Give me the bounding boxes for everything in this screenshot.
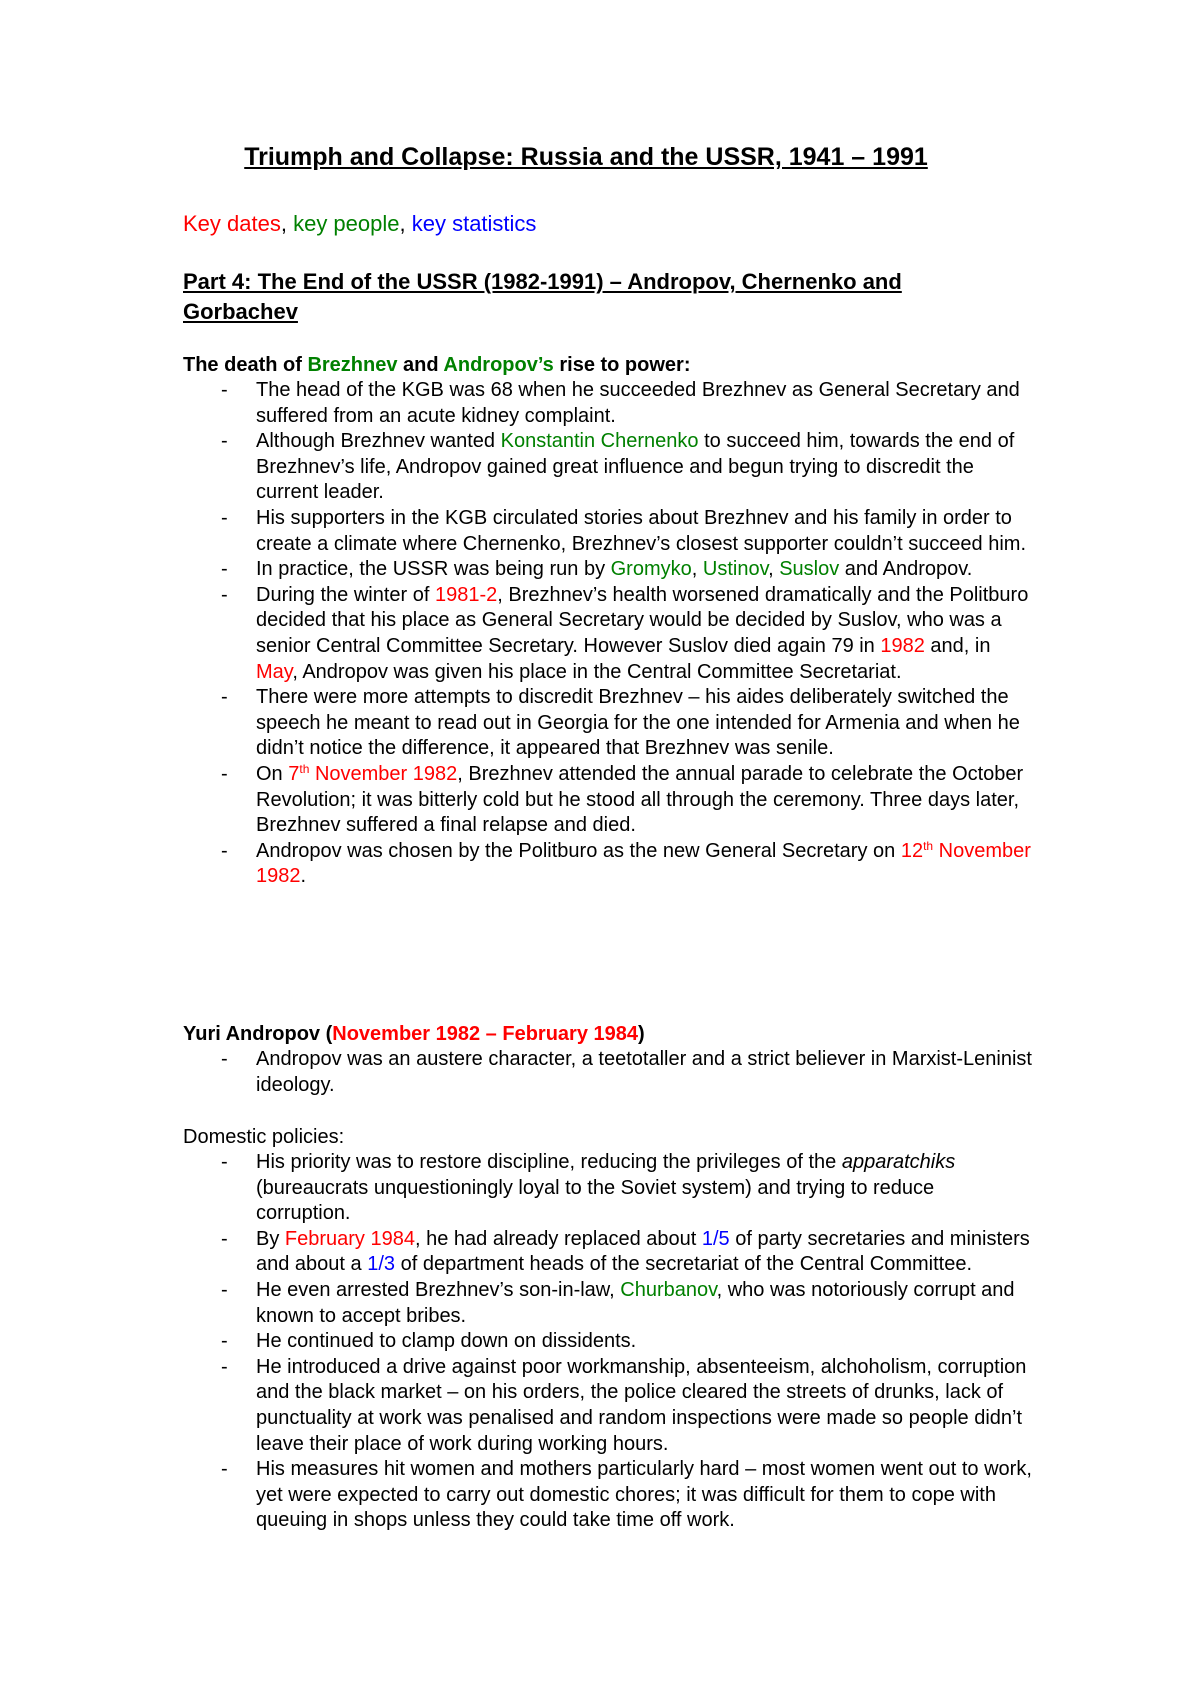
bullet-text: , Brezhnev’s health worsened dramatically and the Politburo decided that his place as General Secretary would be decided by Suslov, who was a senior Central Committee Secretary. However Suslov died again 79 in	[256, 583, 1029, 657]
list-item	[183, 762, 1033, 839]
key-statistic: 1/5	[701, 1227, 730, 1250]
bullet-text: (bureaucrats unquestioningly loyal to the Soviet system) and trying to reduce corruption.	[256, 1176, 935, 1225]
bullet-text: .	[300, 865, 307, 888]
bullet-text: to succeed him, towards the end of Brezhnev’s life, Andropov gained great influence and begun trying to discredit the current leader.	[256, 430, 1015, 504]
bullet-text: In practice, the USSR was being run by	[256, 558, 611, 581]
bullet-text: , he had already replaced about	[414, 1227, 702, 1250]
heading-person: Brezhnev	[307, 354, 398, 376]
key-person: Churbanov	[620, 1278, 717, 1301]
heading-person: Andropov’s	[443, 354, 554, 376]
section-heading-andropov	[183, 1021, 645, 1047]
key-person: Suslov	[779, 558, 840, 581]
bullet-text: Although Brezhnev wanted	[256, 430, 501, 453]
bullet-text: of department heads of the secretariat of the Central Committee.	[395, 1253, 972, 1276]
list-item	[183, 557, 1033, 583]
bullet-list-domestic-policies	[183, 1150, 1033, 1534]
key-person: Gromyko	[610, 558, 692, 581]
key-date: May	[256, 660, 293, 683]
key-dates-label: Key dates	[183, 211, 281, 236]
bullet-text: ,	[691, 558, 703, 581]
list-item	[183, 583, 1033, 685]
list-item	[183, 1150, 1033, 1227]
key-statistics-label: key statistics	[411, 211, 537, 236]
list-item	[183, 685, 1033, 762]
part-heading: Part 4: The End of the USSR (1982-1991) – Andropov, Chernenko and Gorbachev	[183, 269, 902, 324]
bullet-text: , Andropov was given his place in the Central Committee Secretariat.	[292, 660, 902, 683]
key-separator: ,	[280, 211, 294, 236]
heading-text: rise to power:	[553, 354, 691, 376]
heading-text: )	[638, 1023, 645, 1045]
key-date: February 1984	[284, 1227, 415, 1250]
bullet-text: His measures hit women and mothers particularly hard – most women went out to work, yet were expected to carry out domestic chores; it was difficult for them to cope with queuing in shops unless they could take time off work.	[256, 1458, 1032, 1532]
bullet-text: On	[256, 762, 289, 785]
list-item	[183, 378, 1033, 429]
list-item	[183, 1457, 1033, 1534]
bullet-text: There were more attempts to discredit Brezhnev – his aides deliberately switched the speech he meant to read out in Georgia for the one intended for Armenia and when he didn’t notice the difference, it appeared that Brezhnev was senile.	[256, 686, 1020, 760]
colour-key	[183, 211, 536, 237]
bullet-text: and Andropov.	[839, 558, 973, 581]
list-item	[183, 1047, 1033, 1098]
bullet-text: He introduced a drive against poor workmanship, absenteeism, alchoholism, corruption and the black market – on his orders, the police cleared the streets of drunks, lack of punctuality at work was penalised and random inspections were made so people didn’t leave their place of work during working hours.	[256, 1355, 1027, 1455]
list-item	[183, 506, 1033, 557]
bullet-text: , who was notoriously corrupt and known to accept bribes.	[256, 1278, 1015, 1327]
section-heading-brezhnev-death	[183, 352, 691, 378]
list-item	[183, 1278, 1033, 1329]
bullet-text: ,	[768, 558, 780, 581]
heading-text: Yuri Andropov (	[183, 1023, 333, 1045]
key-date: November 1982	[309, 762, 458, 785]
list-item	[183, 1355, 1033, 1457]
bullet-list-andropov	[183, 1047, 1033, 1098]
list-item	[183, 429, 1033, 506]
key-separator: ,	[399, 211, 412, 236]
bullet-text: and, in	[924, 634, 991, 657]
italic-term: apparatchiks	[841, 1151, 956, 1173]
key-date: 7	[288, 762, 300, 785]
bullet-text: He continued to clamp down on dissidents.	[256, 1330, 637, 1353]
list-item	[183, 1227, 1033, 1278]
heading-date-range: November 1982 – February 1984	[332, 1023, 638, 1045]
list-item	[183, 839, 1033, 890]
bullet-text: The head of the KGB was 68 when he succeeded Brezhnev as General Secretary and suffered from an acute kidney complaint.	[256, 379, 1020, 427]
bullet-text: of party secretaries and ministers and about a	[256, 1227, 1030, 1276]
bullet-text: His priority was to restore discipline, reducing the privileges of the	[256, 1151, 842, 1173]
date-ordinal: th	[299, 761, 310, 776]
heading-text: and	[397, 354, 444, 376]
bullet-text: His supporters in the KGB circulated stories about Brezhnev and his family in order to create a climate where Chernenko, Brezhnev’s closest supporter couldn’t succeed him.	[256, 506, 1027, 555]
bullet-text: Andropov was an austere character, a teetotaller and a strict believer in Marxist-Leninist ideology.	[256, 1048, 1032, 1096]
section-heading-domestic-policies: Domestic policies:	[183, 1126, 345, 1148]
key-date: November 1982	[256, 839, 1031, 888]
bullet-text: By	[256, 1227, 285, 1250]
key-date: 1982	[880, 634, 925, 657]
bullet-list-brezhnev-death	[183, 378, 1033, 890]
bullet-text: He even arrested Brezhnev’s son-in-law,	[256, 1278, 621, 1301]
bullet-text: , Brezhnev attended the annual parade to celebrate the October Revolution; it was bitterly cold but he stood all through the ceremony. Three days later, Brezhnev suffered a final relapse and died.	[256, 762, 1024, 837]
list-item	[183, 1329, 1033, 1355]
key-person: Konstantin Chernenko	[500, 430, 699, 453]
date-ordinal: th	[923, 838, 934, 853]
heading-text: The death of	[183, 354, 308, 376]
key-statistic: 1/3	[367, 1253, 396, 1276]
key-person: Ustinov	[702, 558, 769, 581]
key-date: 12	[900, 839, 924, 862]
document-title: Triumph and Collapse: Russia and the USSR, 1941 – 1991	[244, 143, 928, 171]
bullet-text: Andropov was chosen by the Politburo as the new General Secretary on	[256, 839, 901, 862]
bullet-text: During the winter of	[256, 583, 435, 606]
key-date: 1981-2	[434, 583, 498, 606]
key-people-label: key people	[293, 211, 400, 236]
